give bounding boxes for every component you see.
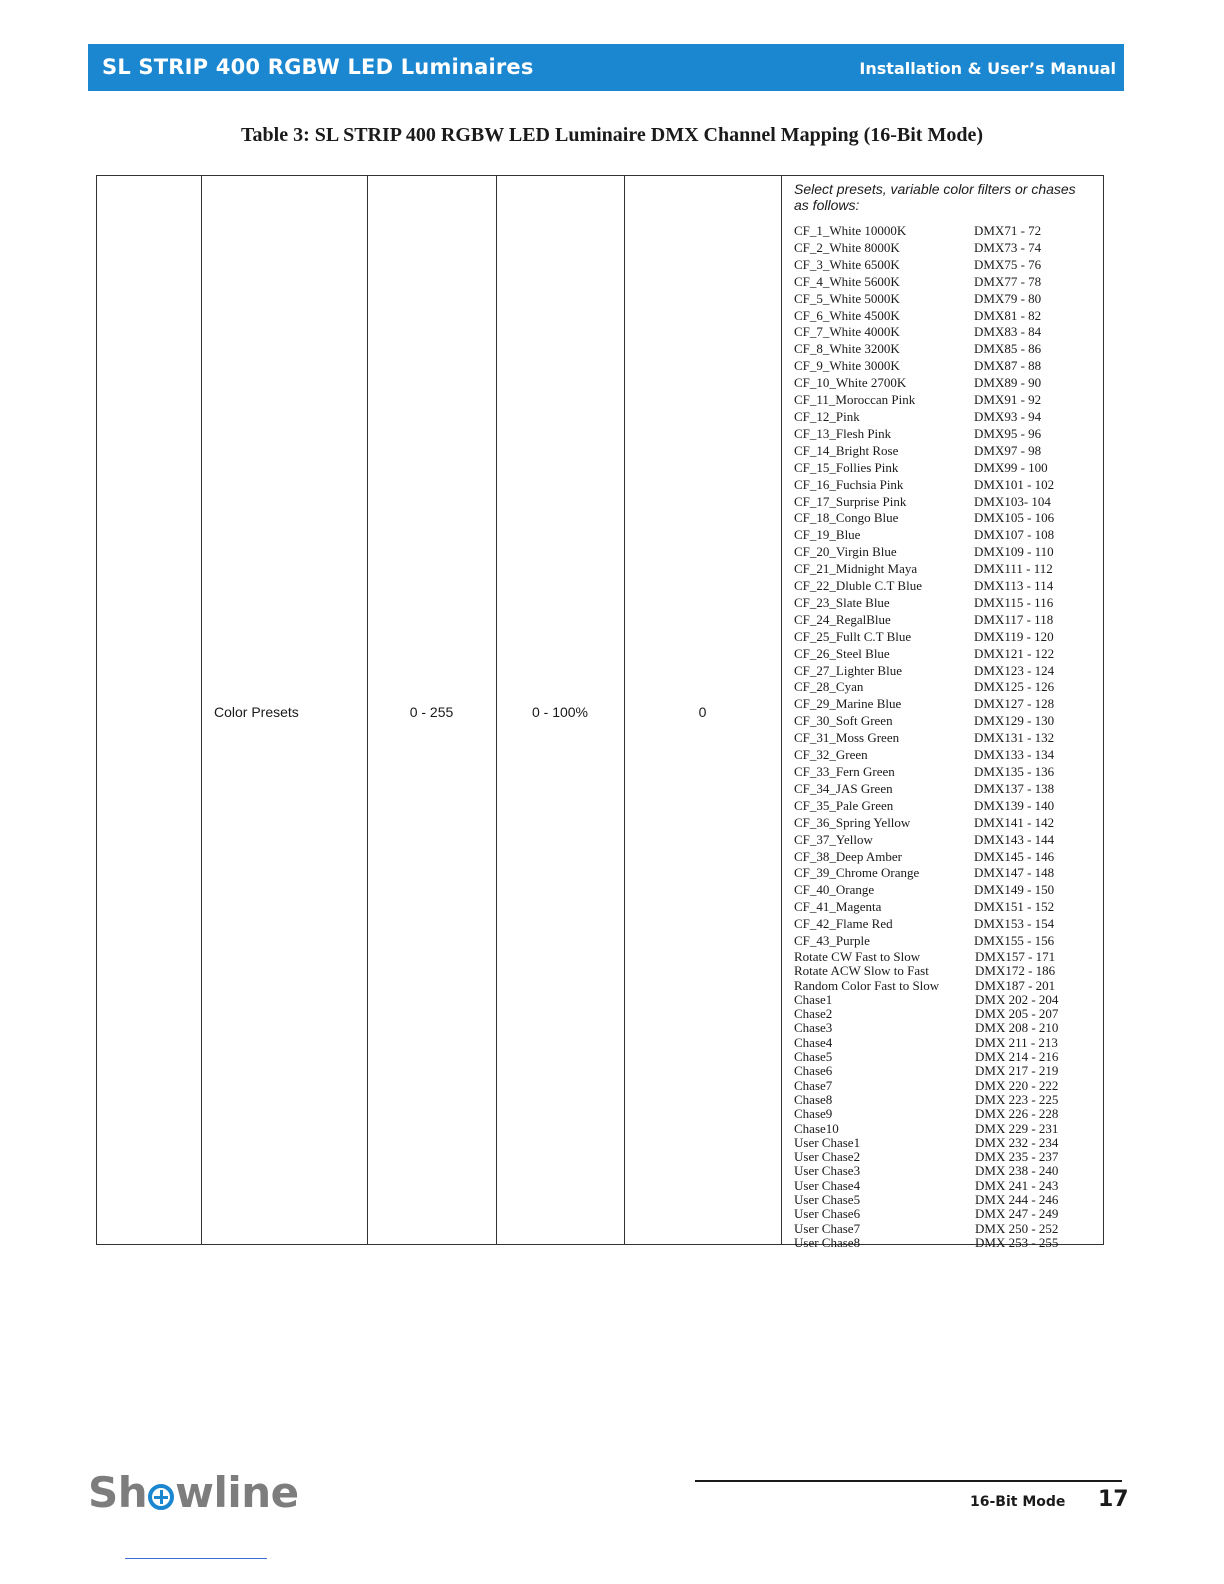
preset-row-name: CF_15_Follies Pink [794, 459, 899, 475]
chase-row-range: DMX 238 - 240 [975, 1163, 1059, 1179]
preset-row-range: DMX135 - 136 [974, 764, 1055, 779]
chase-row-name: Chase7 [794, 1077, 833, 1093]
preset-row [794, 933, 1094, 950]
preset-row-name: CF_13_Flesh Pink [794, 425, 892, 441]
chase-row-name: User Chase1 [794, 1134, 861, 1150]
preset-row-name: CF_43_Purple [794, 933, 870, 949]
preset-row [794, 409, 1094, 426]
preset-row [794, 849, 1094, 866]
chase-row-name: Chase5 [794, 1049, 833, 1065]
chase-row-name: User Chase4 [794, 1177, 861, 1193]
document-title: SL STRIP 400 RGBW LED Luminaires [102, 55, 534, 79]
footer-rule [695, 1480, 1122, 1482]
chase-row-range: DMX 241 - 243 [975, 1177, 1059, 1193]
preset-row-name: CF_2_White 8000K [794, 239, 900, 255]
preset-row-name: CF_17_Surprise Pink [794, 493, 907, 509]
preset-row [794, 274, 1094, 291]
preset-row [794, 443, 1094, 460]
preset-row [794, 324, 1094, 341]
preset-row [794, 865, 1094, 882]
preset-row-range: DMX99 - 100 [974, 459, 1048, 475]
preset-row-range: DMX77 - 78 [974, 273, 1042, 289]
preset-row [794, 798, 1094, 815]
preset-row-range: DMX111 - 112 [974, 561, 1053, 577]
preset-row-name: CF_5_White 5000K [794, 290, 900, 306]
preset-row-name: CF_38_Deep Amber [794, 848, 902, 864]
preset-row-range: DMX103- 104 [974, 493, 1051, 509]
preset-row-name: CF_7_White 4000K [794, 324, 900, 340]
chase-row-range: DMX 220 - 222 [975, 1077, 1059, 1093]
preset-row [794, 477, 1094, 494]
function-cell: Color Presets [214, 704, 299, 720]
chase-row-range: DMX 244 - 246 [975, 1192, 1059, 1208]
preset-row-range: DMX75 - 76 [974, 256, 1042, 272]
column-divider [781, 176, 782, 1244]
preset-row-range: DMX145 - 146 [974, 848, 1055, 864]
preset-row [794, 764, 1094, 781]
preset-row-range: DMX129 - 130 [974, 713, 1055, 729]
preset-row-name: CF_26_Steel Blue [794, 645, 890, 661]
chase-row-range: DMX 235 - 237 [975, 1149, 1059, 1165]
preset-row-name: CF_40_Orange [794, 882, 875, 898]
preset-row-name: CF_24_RegalBlue [794, 611, 891, 627]
chase-row-name: Chase4 [794, 1034, 833, 1050]
preset-row-range: DMX153 - 154 [974, 916, 1055, 932]
chase-row-name: Chase2 [794, 1006, 833, 1022]
chase-row-range: DMX172 - 186 [975, 963, 1056, 979]
preset-row-range: DMX91 - 92 [974, 392, 1042, 408]
preset-row [794, 510, 1094, 527]
preset-row [794, 832, 1094, 849]
preset-row-name: CF_12_Pink [794, 408, 860, 424]
preset-row-name: CF_10_White 2700K [794, 375, 907, 391]
chase-row-name: Chase10 [794, 1120, 839, 1136]
preset-row-name: CF_1_White 10000K [794, 223, 907, 238]
chase-row-range: DMX 253 - 255 [975, 1234, 1059, 1250]
chase-row-range: DMX 232 - 234 [975, 1134, 1059, 1150]
preset-row-name: CF_29_Marine Blue [794, 696, 902, 712]
preset-row-range: DMX79 - 80 [974, 290, 1042, 306]
value-cell: 0 - 255 [409, 704, 454, 720]
chase-row-range: DMX 247 - 249 [975, 1206, 1059, 1222]
preset-row-range: DMX123 - 124 [974, 662, 1055, 678]
chase-row-name: User Chase7 [794, 1220, 861, 1236]
preset-row-range: DMX131 - 132 [974, 730, 1055, 746]
page-number: 17 [1098, 1487, 1129, 1512]
logo-crosshair-icon [148, 1484, 174, 1510]
preset-row [794, 240, 1094, 257]
preset-row [794, 341, 1094, 358]
preset-row-name: CF_21_Midnight Maya [794, 561, 918, 577]
preset-row-name: CF_9_White 3000K [794, 358, 900, 374]
chase-row [794, 1193, 1094, 1207]
preset-row-name: CF_14_Bright Rose [794, 442, 899, 458]
preset-row-range: DMX83 - 84 [974, 324, 1042, 340]
preset-row-range: DMX105 - 106 [974, 510, 1055, 526]
chase-row [794, 993, 1094, 1007]
chase-row [794, 979, 1094, 993]
chase-row [794, 1107, 1094, 1121]
chase-row-range: DMX 214 - 216 [975, 1049, 1059, 1065]
chase-row-name: Chase6 [794, 1063, 833, 1079]
preset-row-range: DMX133 - 134 [974, 747, 1055, 763]
preset-row-range: DMX149 - 150 [974, 882, 1055, 898]
preset-row-name: CF_4_White 5600K [794, 273, 900, 289]
chase-row [794, 964, 1094, 978]
chase-row [794, 1136, 1094, 1150]
channel-mapping-table [96, 175, 1104, 1250]
preset-row [794, 426, 1094, 443]
preset-row-name: CF_36_Spring Yellow [794, 814, 911, 830]
preset-row-name: CF_19_Blue [794, 527, 861, 543]
preset-row-name: CF_34_JAS Green [794, 780, 893, 796]
chase-row-range: DMX 205 - 207 [975, 1006, 1059, 1022]
chase-row [794, 1007, 1094, 1021]
preset-row-range: DMX101 - 102 [974, 476, 1055, 492]
preset-row-name: CF_20_Virgin Blue [794, 544, 897, 560]
preset-row [794, 713, 1094, 730]
chase-row [794, 1079, 1094, 1093]
preset-row-range: DMX121 - 122 [974, 645, 1055, 661]
preset-row-name: CF_42_Flame Red [794, 916, 893, 932]
chase-row-name: User Chase2 [794, 1149, 861, 1165]
preset-row [794, 375, 1094, 392]
preset-row [794, 730, 1094, 747]
preset-row [794, 663, 1094, 680]
chase-row-name: User Chase6 [794, 1206, 861, 1222]
chase-row-name: User Chase3 [794, 1163, 861, 1179]
preset-row-name: CF_16_Fuchsia Pink [794, 476, 904, 492]
default-cell: 0 [698, 704, 707, 720]
preset-row-name: CF_8_White 3200K [794, 341, 900, 357]
preset-row-name: CF_31_Moss Green [794, 730, 900, 746]
chase-row-range: DMX 211 - 213 [975, 1034, 1058, 1050]
preset-row-range: DMX95 - 96 [974, 425, 1042, 441]
preset-row-range: DMX87 - 88 [974, 358, 1042, 374]
preset-row-name: CF_22_Dluble C.T Blue [794, 578, 922, 594]
chase-row [794, 1093, 1094, 1107]
chase-row [794, 1150, 1094, 1164]
preset-row-range: DMX109 - 110 [974, 544, 1054, 560]
chase-row [794, 1236, 1094, 1250]
column-divider [201, 176, 202, 1244]
chase-row-name: Rotate CW Fast to Slow [794, 948, 921, 964]
preset-row [794, 460, 1094, 477]
preset-row-range: DMX107 - 108 [974, 527, 1055, 543]
chase-row-range: DMX 229 - 231 [975, 1120, 1059, 1136]
preset-row [794, 815, 1094, 832]
chase-row-name: Chase8 [794, 1091, 833, 1107]
preset-row [794, 392, 1094, 409]
preset-row [794, 747, 1094, 764]
preset-row-name: CF_11_Moroccan Pink [794, 392, 916, 408]
chase-row-name: Rotate ACW Slow to Fast [794, 963, 929, 979]
footer-section-label: 16-Bit Mode [970, 1494, 1066, 1510]
header-bar [88, 44, 1124, 91]
showline-logo [88, 1468, 299, 1517]
preset-row [794, 882, 1094, 899]
description-intro: Select presets, variable color filters or chases as follows: [794, 181, 1076, 213]
chase-row-name: Random Color Fast to Slow [794, 977, 940, 993]
description-cell [794, 181, 1094, 1250]
chase-row-name: Chase3 [794, 1020, 833, 1036]
chase-row-name: User Chase8 [794, 1234, 861, 1250]
preset-row-range: DMX155 - 156 [974, 933, 1055, 949]
preset-row-range: DMX137 - 138 [974, 780, 1055, 796]
chase-row-range: DMX157 - 171 [975, 948, 1056, 964]
preset-row-name: CF_28_Cyan [794, 679, 864, 695]
chase-row-name: User Chase5 [794, 1192, 861, 1208]
chase-row-range: DMX 202 - 204 [975, 991, 1059, 1007]
preset-row-name: CF_32_Green [794, 747, 868, 763]
preset-row-range: DMX85 - 86 [974, 341, 1042, 357]
chase-row [794, 1207, 1094, 1221]
preset-row [794, 646, 1094, 663]
preset-row-range: DMX117 - 118 [974, 611, 1054, 627]
preset-row-range: DMX71 - 72 [974, 223, 1042, 238]
preset-row [794, 257, 1094, 274]
hyperlink-underline[interactable] [125, 1558, 267, 1559]
preset-row-name: CF_39_Chrome Orange [794, 865, 920, 881]
preset-row [794, 578, 1094, 595]
chase-row-range: DMX 250 - 252 [975, 1220, 1059, 1236]
logo-text-start: Sh [88, 1468, 148, 1517]
preset-row [794, 595, 1094, 612]
chase-row-name: Chase1 [794, 991, 833, 1007]
preset-row-range: DMX113 - 114 [974, 578, 1054, 594]
preset-row-name: CF_37_Yellow [794, 831, 873, 847]
preset-row-range: DMX143 - 144 [974, 831, 1055, 847]
chase-row [794, 1021, 1094, 1035]
preset-row-range: DMX151 - 152 [974, 899, 1055, 915]
preset-row-range: DMX73 - 74 [974, 239, 1042, 255]
chase-list [794, 950, 1094, 1250]
preset-row [794, 679, 1094, 696]
chase-row [794, 1179, 1094, 1193]
percent-cell: 0 - 100% [531, 704, 589, 720]
preset-row-name: CF_3_White 6500K [794, 256, 900, 272]
preset-row [794, 561, 1094, 578]
preset-row-name: CF_33_Fern Green [794, 764, 895, 779]
preset-row-name: CF_25_Fullt C.T Blue [794, 628, 912, 644]
chase-row [794, 1036, 1094, 1050]
preset-row [794, 494, 1094, 511]
chase-row-range: DMX 217 - 219 [975, 1063, 1059, 1079]
preset-row-range: DMX139 - 140 [974, 797, 1055, 813]
preset-row-name: CF_41_Magenta [794, 899, 882, 915]
chase-row [794, 1050, 1094, 1064]
preset-row-name: CF_27_Lighter Blue [794, 662, 902, 678]
chase-row-name: Chase9 [794, 1106, 833, 1122]
preset-row-range: DMX93 - 94 [974, 408, 1042, 424]
preset-list [794, 223, 1094, 950]
manual-label: Installation & User’s Manual [859, 59, 1116, 78]
preset-row [794, 899, 1094, 916]
preset-row-range: DMX119 - 120 [974, 628, 1054, 644]
preset-row-range: DMX147 - 148 [974, 865, 1055, 881]
chase-row [794, 950, 1094, 964]
chase-row [794, 1164, 1094, 1178]
preset-row-range: DMX97 - 98 [974, 442, 1042, 458]
preset-row [794, 544, 1094, 561]
preset-row-name: CF_35_Pale Green [794, 797, 894, 813]
chase-row [794, 1222, 1094, 1236]
preset-row-range: DMX115 - 116 [974, 594, 1054, 610]
table-title: Table 3: SL STRIP 400 RGBW LED Luminaire DMX Channel Mapping (16-Bit Mode) [241, 124, 983, 146]
preset-row-range: DMX141 - 142 [974, 814, 1055, 830]
preset-row [794, 781, 1094, 798]
preset-row-name: CF_30_Soft Green [794, 713, 893, 729]
preset-row [794, 629, 1094, 646]
preset-row-name: CF_18_Congo Blue [794, 510, 899, 526]
chase-row [794, 1064, 1094, 1078]
chase-row-range: DMX 223 - 225 [975, 1091, 1059, 1107]
chase-row-range: DMX 226 - 228 [975, 1106, 1059, 1122]
chase-row-range: DMX187 - 201 [975, 977, 1056, 993]
preset-row-name: CF_23_Slate Blue [794, 594, 890, 610]
logo-text-end: wline [175, 1468, 299, 1517]
preset-row [794, 291, 1094, 308]
preset-row [794, 916, 1094, 933]
chase-row-range: DMX 208 - 210 [975, 1020, 1059, 1036]
preset-row-range: DMX89 - 90 [974, 375, 1042, 391]
chase-row [794, 1122, 1094, 1136]
preset-row [794, 223, 1094, 240]
preset-row [794, 696, 1094, 713]
preset-row [794, 612, 1094, 629]
preset-row-range: DMX125 - 126 [974, 679, 1055, 695]
preset-row [794, 358, 1094, 375]
preset-row [794, 308, 1094, 325]
preset-row-name: CF_6_White 4500K [794, 307, 900, 323]
preset-row-range: DMX81 - 82 [974, 307, 1042, 323]
preset-row [794, 527, 1094, 544]
preset-row-range: DMX127 - 128 [974, 696, 1055, 712]
